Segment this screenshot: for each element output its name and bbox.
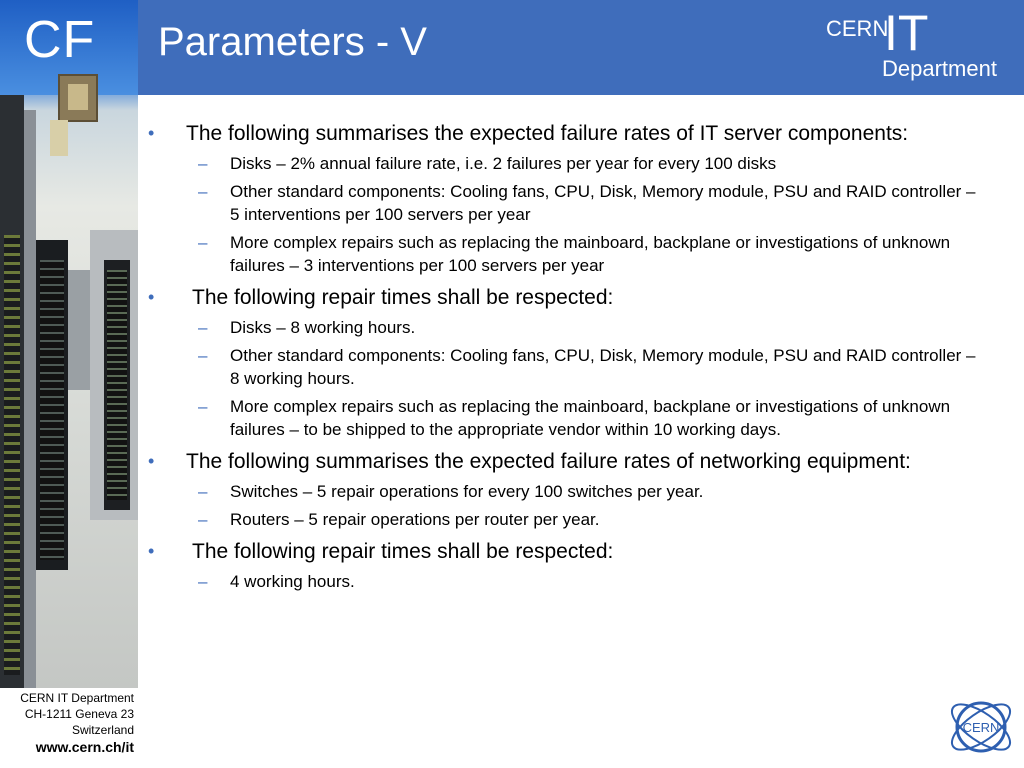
- sub-bullet-text: 4 working hours.: [230, 572, 355, 591]
- bullet-icon: •: [148, 451, 155, 471]
- dash-icon: –: [198, 482, 208, 501]
- footer-line: Switzerland: [71, 723, 134, 737]
- sub-bullet-text: Disks – 8 working hours.: [230, 318, 416, 337]
- dash-icon: –: [198, 510, 208, 529]
- photo-rack-panel: [24, 110, 36, 688]
- footer-line: CERN IT Department: [20, 691, 134, 705]
- dash-icon: –: [198, 397, 208, 416]
- dash-icon: –: [198, 182, 208, 201]
- bullet-text: The following summarises the expected failure rates of networking equipment:: [186, 450, 911, 473]
- cf-logo: CF: [24, 11, 96, 69]
- bullet-icon: •: [148, 541, 155, 561]
- sub-bullet-item: [148, 180, 984, 226]
- bullet-item: [148, 536, 984, 567]
- bullet-item: [148, 118, 984, 149]
- bullet-text: The following repair times shall be respected:: [192, 286, 614, 309]
- datacenter-photo: [0, 0, 138, 688]
- photo-rack-panel: [68, 270, 90, 390]
- footer-url-link[interactable]: www.cern.ch/it: [35, 739, 134, 755]
- photo-rack-leds: [4, 235, 20, 675]
- sub-bullet-item: [148, 316, 984, 339]
- bullet-item: [148, 282, 984, 313]
- sub-bullet-text: Switches – 5 repair operations for every 100 switches per year.: [230, 482, 704, 501]
- slide-body: [148, 118, 984, 598]
- bullet-text: The following repair times shall be respected:: [192, 540, 614, 563]
- sub-bullet-item: [148, 480, 984, 503]
- sub-bullet-item: [148, 570, 984, 593]
- photo-poster: [58, 74, 98, 122]
- cern-seal-icon: [944, 690, 1018, 764]
- sub-bullet-item: [148, 344, 984, 390]
- sub-bullet-item: [148, 231, 984, 277]
- dash-icon: –: [198, 572, 208, 591]
- sub-bullet-text: Disks – 2% annual failure rate, i.e. 2 failures per year for every 100 disks: [230, 154, 777, 173]
- photo-poster-small: [50, 120, 68, 156]
- photo-server-rack: [0, 95, 24, 688]
- sub-bullet-item: [148, 395, 984, 441]
- dash-icon: –: [198, 154, 208, 173]
- photo-server-rack: [90, 230, 138, 520]
- photo-rack-leds: [107, 270, 127, 500]
- bullet-item: [148, 446, 984, 477]
- title-banner: [138, 0, 1024, 95]
- bullet-icon: •: [148, 287, 155, 307]
- sub-bullet-text: Other standard components: Cooling fans, CPU, Disk, Memory module, PSU and RAID controller – 5 interventions per 100 servers per year: [230, 182, 976, 224]
- dash-icon: –: [198, 318, 208, 337]
- photo-rack-leds: [40, 260, 64, 560]
- sub-bullet-text: More complex repairs such as replacing the mainboard, backplane or investigations of unknown failures – to be shipped to the appropriate vendor within 10 working days.: [230, 397, 951, 439]
- photo-server-rack: [36, 240, 68, 570]
- footer-line: CH-1211 Geneva 23: [24, 707, 134, 721]
- logo-department-text: Department: [882, 56, 997, 81]
- sub-bullet-item: [148, 152, 984, 175]
- sub-bullet-text: Other standard components: Cooling fans, CPU, Disk, Memory module, PSU and RAID controller – 8 working hours.: [230, 346, 976, 388]
- logo-it-text: IT: [884, 5, 929, 61]
- sub-bullet-item: [148, 508, 984, 531]
- page-title: Parameters - V: [158, 20, 427, 64]
- cern-it-logo: [822, 5, 1018, 82]
- seal-text: CERN: [962, 720, 1000, 735]
- bullet-text: The following summarises the expected failure rates of IT server components:: [186, 122, 909, 145]
- photo-rack-inner: [104, 260, 130, 510]
- bullet-icon: •: [148, 123, 155, 143]
- dash-icon: –: [198, 346, 208, 365]
- dash-icon: –: [198, 233, 208, 252]
- footer-address: [0, 690, 134, 755]
- sub-bullet-text: Routers – 5 repair operations per router per year.: [230, 510, 600, 529]
- logo-cern-text: CERN: [826, 16, 889, 41]
- sub-bullet-text: More complex repairs such as replacing the mainboard, backplane or investigations of unknown failures – 3 interventions per 100 servers per year: [230, 233, 951, 275]
